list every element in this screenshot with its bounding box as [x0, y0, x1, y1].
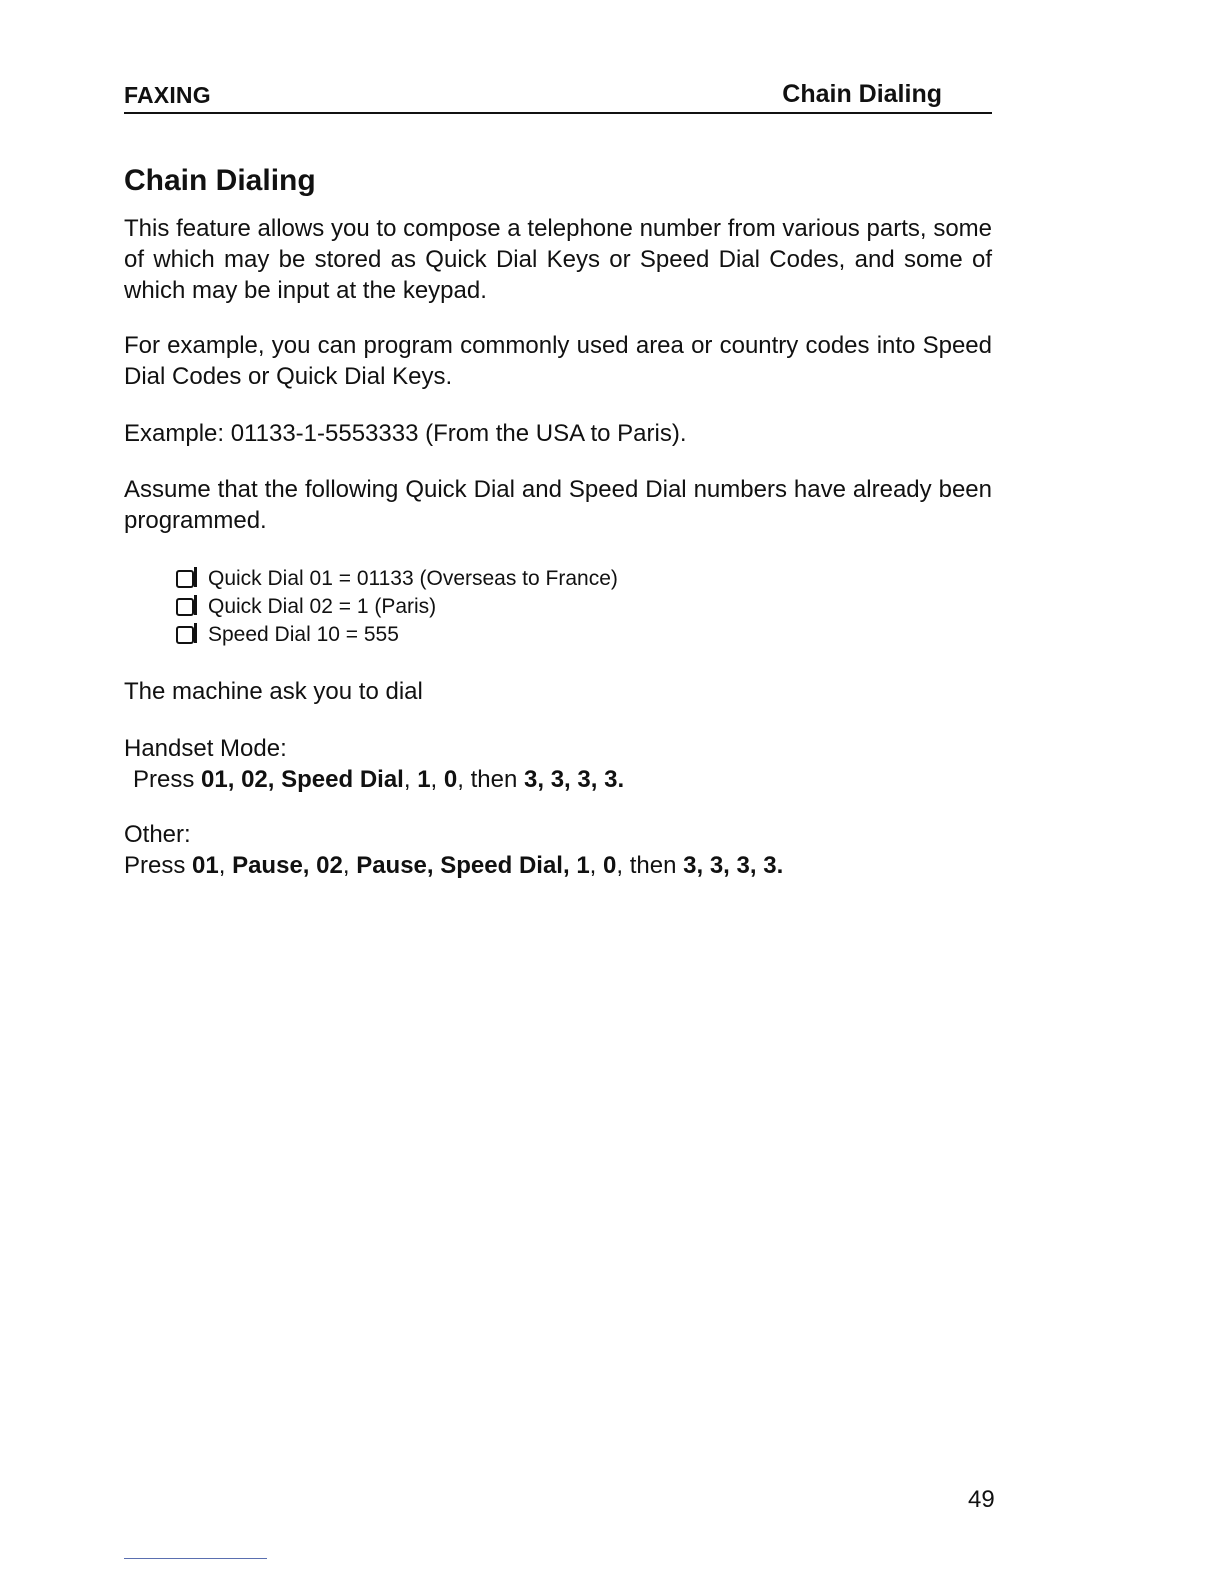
- checkbox-icon: [176, 598, 194, 616]
- checkbox-icon: [176, 570, 194, 588]
- key-label: Pause: [232, 852, 303, 879]
- digit-label: 3: [523, 766, 538, 793]
- key-label: 0: [603, 852, 617, 879]
- other-mode-label: Other:: [124, 821, 191, 848]
- digit-label: 3: [683, 852, 697, 879]
- list-item-text: Speed Dial 10 = 555: [208, 623, 399, 646]
- page-header: [124, 80, 992, 114]
- key-label: 1: [576, 852, 590, 879]
- press-word: Press: [133, 766, 195, 793]
- digit-label: 3: [736, 852, 750, 879]
- handset-mode-label: Handset Mode:: [124, 735, 287, 762]
- key-label: 1: [417, 766, 431, 793]
- page-number: 49: [968, 1486, 995, 1513]
- digit-label: 3: [709, 852, 724, 879]
- digit-label: 3: [550, 766, 565, 793]
- press-word: Press: [124, 852, 186, 879]
- example-paragraph: Example: 01133-1-5553333 (From the USA to Paris).: [124, 420, 687, 447]
- key-label: 01: [192, 852, 219, 879]
- list-item: [176, 593, 618, 621]
- key-label: 0: [443, 766, 458, 793]
- list-item-text: Quick Dial 01 = 01133 (Overseas to France): [208, 567, 618, 590]
- footer-rule: [124, 1558, 267, 1559]
- handset-mode-block: [124, 733, 992, 795]
- assumption-paragraph: Assume that the following Quick Dial and Speed Dial numbers have already been programmed.: [124, 476, 992, 534]
- key-label: 02: [241, 766, 268, 793]
- list-item: [176, 565, 618, 593]
- key-label: Speed Dial: [440, 852, 563, 879]
- section-title: Chain Dialing: [124, 164, 316, 197]
- then-word: then: [470, 766, 518, 793]
- example-intro-paragraph: For example, you can program commonly used area or country codes into Speed Dial Codes or Quick Dial Keys.: [124, 332, 992, 390]
- header-section-label: FAXING: [124, 82, 211, 108]
- digit-label: 3: [577, 766, 591, 793]
- key-label: Speed Dial: [281, 766, 404, 793]
- handset-mode-instructions: Press 01, 02, Speed Dial, 1, 0, then 3, 3, 3, 3.: [133, 766, 625, 793]
- other-mode-block: [124, 819, 992, 881]
- list-item: [176, 621, 618, 649]
- digit-label: 3: [604, 766, 618, 793]
- digit-label: 3: [763, 852, 777, 879]
- list-item-text: Quick Dial 02 = 1 (Paris): [208, 595, 437, 618]
- header-topic-label: Chain Dialing: [782, 80, 942, 108]
- key-label: 02: [316, 852, 343, 879]
- checkbox-icon: [176, 626, 194, 644]
- key-label: Pause: [356, 852, 427, 879]
- programmed-numbers-list: [176, 565, 618, 649]
- other-mode-instructions: Press 01, Pause, 02, Pause, Speed Dial, 1, 0, then 3, 3, 3, 3.: [124, 852, 784, 879]
- dial-prompt-paragraph: The machine ask you to dial: [124, 678, 423, 705]
- key-label: 01: [201, 766, 228, 793]
- then-word: then: [629, 852, 677, 879]
- intro-paragraph: This feature allows you to compose a telephone number from various parts, some of which may be stored as Quick Dial Keys or Speed Dial Codes, and some of which may be input at the keypad.: [124, 215, 992, 304]
